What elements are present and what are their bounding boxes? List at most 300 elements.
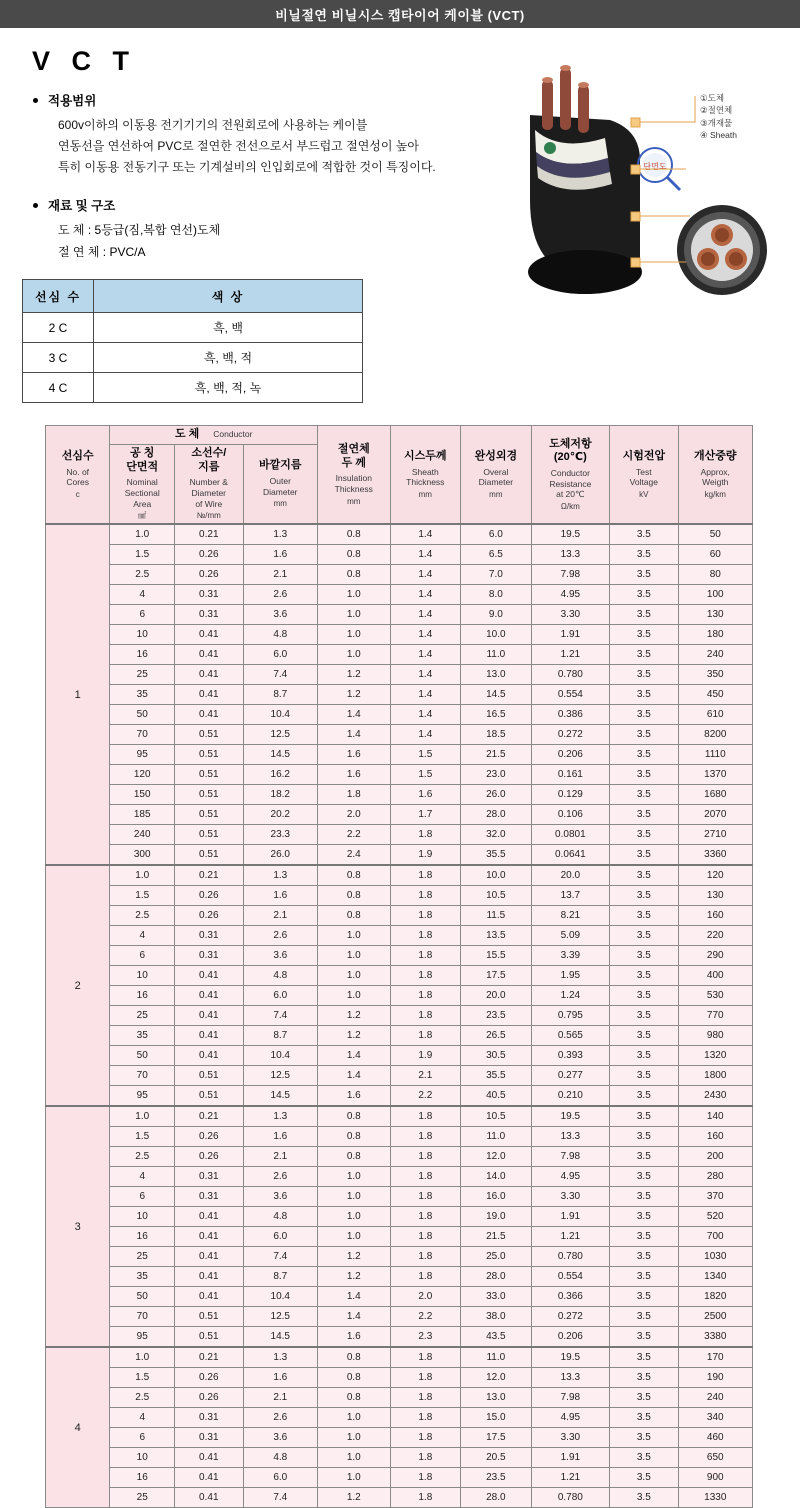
cell-value: 3.5 <box>610 725 678 745</box>
cell-value: 3.5 <box>610 1207 678 1227</box>
page-title: V C T <box>32 46 137 76</box>
cell-value: 1.5 <box>110 545 175 565</box>
cell-value: 2.6 <box>243 1167 317 1187</box>
cell-value: 12.5 <box>243 1307 317 1327</box>
cell-value: 190 <box>678 1368 752 1388</box>
cell-value: 3.5 <box>610 1388 678 1408</box>
cell-value: 1.4 <box>318 725 391 745</box>
cell-value: 0.41 <box>175 645 244 665</box>
cell-value: 0.31 <box>175 1187 244 1207</box>
cable-illustration <box>490 60 790 300</box>
cell-value: 7.0 <box>461 565 532 585</box>
cell-value: 18.5 <box>461 725 532 745</box>
cell-value: 28.0 <box>461 1488 532 1508</box>
cell-value: 240 <box>678 1388 752 1408</box>
cell-value: 0.206 <box>531 745 610 765</box>
cell-value: 3.5 <box>610 1468 678 1488</box>
cell-value: 0.161 <box>531 765 610 785</box>
cell-value: 19.5 <box>531 524 610 545</box>
cell-value: 3.5 <box>610 865 678 886</box>
cell-value: 6 <box>110 1428 175 1448</box>
cell-value: 3.5 <box>610 665 678 685</box>
cell-value: 3.6 <box>243 1428 317 1448</box>
cell-value: 185 <box>110 805 175 825</box>
table-row <box>46 585 753 605</box>
table-row <box>46 1287 753 1307</box>
cell-value: 26.0 <box>243 845 317 866</box>
cell-value: 1.8 <box>390 986 461 1006</box>
cell-value: 13.0 <box>461 665 532 685</box>
cell-cores: 4 <box>46 1347 110 1508</box>
cell-value: 1.0 <box>318 1448 391 1468</box>
cell-value: 4 <box>110 1167 175 1187</box>
legend-item: ③개재물 <box>700 117 733 128</box>
cell-value: 1.91 <box>531 1207 610 1227</box>
cell-value: 2.5 <box>110 1147 175 1167</box>
table-row <box>23 373 363 403</box>
cell-value: 0.565 <box>531 1026 610 1046</box>
illustration-legend <box>700 92 737 141</box>
cell-value: 4 <box>110 926 175 946</box>
cell-value: 1.8 <box>390 825 461 845</box>
cell-value: 1800 <box>678 1066 752 1086</box>
cell-value: 40.5 <box>461 1086 532 1107</box>
cell-value: 0.26 <box>175 906 244 926</box>
cell-value: 2500 <box>678 1307 752 1327</box>
cell-value: 1.91 <box>531 1448 610 1468</box>
cell-value: 0.8 <box>318 1106 391 1127</box>
table-row <box>46 1106 753 1127</box>
cell-value: 35 <box>110 1267 175 1287</box>
cell-value: 0.41 <box>175 1207 244 1227</box>
cell-value: 1110 <box>678 745 752 765</box>
cell-value: 13.7 <box>531 886 610 906</box>
table-row <box>46 1488 753 1508</box>
cell-value: 3.5 <box>610 1488 678 1508</box>
cell-value: 0.21 <box>175 1347 244 1368</box>
table-row <box>46 1428 753 1448</box>
cell-value: 8200 <box>678 725 752 745</box>
table-row <box>46 1147 753 1167</box>
cell-value: 1.8 <box>390 1488 461 1508</box>
color-table-header-cores: 선심 수 <box>23 280 94 313</box>
cell-value: 1.0 <box>318 585 391 605</box>
cell-value: 0.0641 <box>531 845 610 866</box>
cell-value: 1.4 <box>390 605 461 625</box>
cell-value: 170 <box>678 1347 752 1368</box>
spec-header-col-6: 완성외경 Overal Diameter mm <box>461 426 532 525</box>
cell-value: 0.393 <box>531 1046 610 1066</box>
table-row <box>46 845 753 866</box>
cell-value: 3.6 <box>243 605 317 625</box>
cell-value: 0.51 <box>175 1086 244 1107</box>
cell-value: 240 <box>678 645 752 665</box>
cell-value: 1.4 <box>390 645 461 665</box>
cell-value: 14.5 <box>461 685 532 705</box>
cell-value: 1.0 <box>110 865 175 886</box>
cell-value: 1.0 <box>318 605 391 625</box>
table-row <box>23 343 363 373</box>
cell-value: 130 <box>678 886 752 906</box>
table-row <box>46 1368 753 1388</box>
cell-value: 2.6 <box>243 1408 317 1428</box>
cell-value: 0.41 <box>175 1287 244 1307</box>
cell-value: 70 <box>110 1307 175 1327</box>
cell-value: 1.0 <box>318 625 391 645</box>
cell-value: 7.98 <box>531 1388 610 1408</box>
cell-value: 20.0 <box>531 865 610 886</box>
cell-value: 350 <box>678 665 752 685</box>
cell-value: 3380 <box>678 1327 752 1348</box>
cell-value: 16 <box>110 1227 175 1247</box>
cell-value: 0.41 <box>175 685 244 705</box>
cell-value: 1.6 <box>243 1127 317 1147</box>
cell-value: 6.0 <box>243 645 317 665</box>
cell-value: 1.5 <box>110 886 175 906</box>
cell-value: 3.5 <box>610 966 678 986</box>
cell-value: 8.0 <box>461 585 532 605</box>
cell-value: 1.8 <box>390 926 461 946</box>
cell-value: 0.0801 <box>531 825 610 845</box>
cell-value: 1.0 <box>318 645 391 665</box>
cell-value: 1.4 <box>390 545 461 565</box>
cell-value: 1.4 <box>318 1066 391 1086</box>
cell-value: 1.2 <box>318 665 391 685</box>
cell-value: 1.8 <box>390 1127 461 1147</box>
cell-value: 4.8 <box>243 966 317 986</box>
table-row <box>46 906 753 926</box>
cell-value: 0.8 <box>318 1347 391 1368</box>
cell-value: 16 <box>110 1468 175 1488</box>
cell-value: 7.98 <box>531 1147 610 1167</box>
cell-value: 7.4 <box>243 665 317 685</box>
table-row <box>46 1046 753 1066</box>
legend-item: ④ Sheath <box>700 129 737 140</box>
cell-value: 3.5 <box>610 1006 678 1026</box>
cell-value: 3.5 <box>610 926 678 946</box>
body-line: 연동선을 연선하여 PVC로 절연한 전선으로서 부드럽고 절연성이 높아 <box>58 139 419 153</box>
cell-value: 0.8 <box>318 524 391 545</box>
cell-value: 2.6 <box>243 926 317 946</box>
table-row <box>46 1408 753 1428</box>
cell-value: 0.21 <box>175 1106 244 1127</box>
cell-value: 3.5 <box>610 1066 678 1086</box>
cell-value: 1330 <box>678 1488 752 1508</box>
cell-value: 1.8 <box>390 966 461 986</box>
cell-value: 370 <box>678 1187 752 1207</box>
cell-value: 2070 <box>678 805 752 825</box>
cell-value: 3.5 <box>610 1287 678 1307</box>
cell-value: 3.30 <box>531 605 610 625</box>
cell-value: 32.0 <box>461 825 532 845</box>
table-row <box>46 1307 753 1327</box>
cell-value: 60 <box>678 545 752 565</box>
cell-value: 13.3 <box>531 545 610 565</box>
cell-value: 25 <box>110 1006 175 1026</box>
cell-value: 3.5 <box>610 1368 678 1388</box>
cell-value: 0.51 <box>175 1066 244 1086</box>
cell-value: 1.0 <box>110 1106 175 1127</box>
cell-value: 1.24 <box>531 986 610 1006</box>
cell-value: 1370 <box>678 765 752 785</box>
cell-value: 0.780 <box>531 665 610 685</box>
cell-value: 14.5 <box>243 1327 317 1348</box>
cell-value: 1.8 <box>390 1167 461 1187</box>
cell-value: 3.5 <box>610 1227 678 1247</box>
cell-value: 8.7 <box>243 1026 317 1046</box>
cell-value: 1.0 <box>318 986 391 1006</box>
cell-value: 3.5 <box>610 886 678 906</box>
cell-value: 2.1 <box>243 565 317 585</box>
spec-header-conductor-group: 도 체 Conductor <box>110 426 318 445</box>
cell-value: 1.8 <box>390 1388 461 1408</box>
table-row <box>46 946 753 966</box>
spec-header-row-group <box>46 426 753 445</box>
cell-colors: 흑, 백, 적 <box>94 343 363 373</box>
cell-cores: 2 <box>46 865 110 1106</box>
cell-value: 0.106 <box>531 805 610 825</box>
cell-value: 26.0 <box>461 785 532 805</box>
cell-value: 1.8 <box>318 785 391 805</box>
cell-value: 4 <box>110 585 175 605</box>
cell-value: 17.5 <box>461 966 532 986</box>
cell-value: 1.8 <box>390 1448 461 1468</box>
cell-value: 7.4 <box>243 1247 317 1267</box>
cell-value: 25 <box>110 1488 175 1508</box>
cell-value: 3.5 <box>610 625 678 645</box>
cell-value: 1.9 <box>390 845 461 866</box>
section-heading: 재료 및 구조 <box>48 199 116 213</box>
cell-value: 0.31 <box>175 926 244 946</box>
cell-value: 3.5 <box>610 645 678 665</box>
cell-value: 0.41 <box>175 665 244 685</box>
legend-item: ①도체 <box>700 93 725 103</box>
cell-value: 20.5 <box>461 1448 532 1468</box>
cell-value: 450 <box>678 685 752 705</box>
table-row <box>46 1388 753 1408</box>
cell-value: 400 <box>678 966 752 986</box>
cell-value: 8.7 <box>243 1267 317 1287</box>
cell-value: 3.5 <box>610 986 678 1006</box>
table-row <box>46 1066 753 1086</box>
cell-value: 1.21 <box>531 1468 610 1488</box>
cell-value: 1.8 <box>390 865 461 886</box>
cell-value: 6 <box>110 946 175 966</box>
cell-value: 1.8 <box>390 1267 461 1287</box>
cell-value: 0.8 <box>318 1147 391 1167</box>
page-header-bar <box>0 0 800 28</box>
cell-value: 10.0 <box>461 625 532 645</box>
cell-value: 10.4 <box>243 1287 317 1307</box>
table-row <box>46 785 753 805</box>
cell-value: 10 <box>110 1207 175 1227</box>
cell-value: 3.5 <box>610 745 678 765</box>
cell-value: 2.1 <box>390 1066 461 1086</box>
cell-value: 0.8 <box>318 1368 391 1388</box>
cell-colors: 흑, 백, 적, 녹 <box>94 373 363 403</box>
cell-value: 3.5 <box>610 1046 678 1066</box>
cell-value: 0.210 <box>531 1086 610 1107</box>
table-row <box>46 745 753 765</box>
cell-value: 1.6 <box>318 765 391 785</box>
cell-value: 6.0 <box>243 1227 317 1247</box>
cell-value: 3.5 <box>610 1408 678 1428</box>
cell-value: 1.4 <box>318 1287 391 1307</box>
cell-value: 0.31 <box>175 1428 244 1448</box>
cell-value: 3360 <box>678 845 752 866</box>
cell-value: 25 <box>110 1247 175 1267</box>
cell-value: 3.5 <box>610 605 678 625</box>
cell-value: 160 <box>678 906 752 926</box>
cell-value: 0.26 <box>175 565 244 585</box>
cell-value: 3.5 <box>610 524 678 545</box>
table-row <box>46 1207 753 1227</box>
cell-value: 1.8 <box>390 1147 461 1167</box>
cell-value: 35 <box>110 1026 175 1046</box>
header-title: 비닐절연 비닐시스 캡타이어 케이블 (VCT) <box>275 7 525 23</box>
cell-value: 220 <box>678 926 752 946</box>
cell-value: 21.5 <box>461 745 532 765</box>
cell-value: 0.554 <box>531 685 610 705</box>
cell-value: 3.5 <box>610 1448 678 1468</box>
cell-value: 11.0 <box>461 645 532 665</box>
cell-value: 3.5 <box>610 1147 678 1167</box>
cell-value: 1.5 <box>390 765 461 785</box>
cell-value: 0.31 <box>175 605 244 625</box>
cell-value: 1.0 <box>318 1227 391 1247</box>
cell-value: 0.780 <box>531 1247 610 1267</box>
cell-value: 25.0 <box>461 1247 532 1267</box>
cell-value: 0.8 <box>318 906 391 926</box>
cell-value: 1.91 <box>531 625 610 645</box>
cell-value: 38.0 <box>461 1307 532 1327</box>
cell-value: 1.8 <box>390 1408 461 1428</box>
cell-value: 2.1 <box>243 1388 317 1408</box>
cell-value: 0.129 <box>531 785 610 805</box>
spec-table-head <box>46 426 753 525</box>
cell-value: 1340 <box>678 1267 752 1287</box>
cell-value: 9.0 <box>461 605 532 625</box>
cell-value: 3.6 <box>243 1187 317 1207</box>
table-row <box>46 1347 753 1368</box>
cell-value: 0.272 <box>531 725 610 745</box>
cell-value: 20.0 <box>461 986 532 1006</box>
cell-value: 140 <box>678 1106 752 1127</box>
cell-value: 1.2 <box>318 1006 391 1026</box>
cell-value: 11.5 <box>461 906 532 926</box>
cell-value: 0.41 <box>175 625 244 645</box>
cell-value: 0.8 <box>318 1127 391 1147</box>
cell-value: 7.4 <box>243 1006 317 1026</box>
table-row <box>46 1086 753 1107</box>
cell-value: 50 <box>110 705 175 725</box>
cell-value: 1.6 <box>318 745 391 765</box>
cell-value: 980 <box>678 1026 752 1046</box>
spec-line: 도 체 : 5등급(짐,복합 연선)도체 <box>58 223 221 237</box>
cell-value: 6 <box>110 605 175 625</box>
spec-header-col-5: 시스두께 Sheath Thickness mm <box>390 426 461 525</box>
table-row <box>46 565 753 585</box>
cell-value: 3.5 <box>610 1086 678 1107</box>
spec-header-col-7: 도체저항 (20℃) Conductor Resistance at 20℃ Ω/km <box>531 426 610 525</box>
cell-value: 26.5 <box>461 1026 532 1046</box>
cell-value: 1.4 <box>390 565 461 585</box>
cell-value: 0.8 <box>318 565 391 585</box>
cell-value: 4.95 <box>531 1167 610 1187</box>
table-row <box>46 545 753 565</box>
cell-value: 15.0 <box>461 1408 532 1428</box>
cell-value: 10.4 <box>243 705 317 725</box>
cell-value: 0.41 <box>175 1448 244 1468</box>
cell-value: 2.5 <box>110 565 175 585</box>
cell-value: 10.4 <box>243 1046 317 1066</box>
cell-value: 0.51 <box>175 765 244 785</box>
color-table-header-colors: 색 상 <box>94 280 363 313</box>
table-row <box>23 313 363 343</box>
table-row <box>46 1227 753 1247</box>
cell-value: 3.5 <box>610 1267 678 1287</box>
cell-value: 3.5 <box>610 785 678 805</box>
cell-value: 35 <box>110 685 175 705</box>
cell-value: 7.4 <box>243 1488 317 1508</box>
cell-value: 1.8 <box>390 886 461 906</box>
cell-value: 6 <box>110 1187 175 1207</box>
cell-value: 1680 <box>678 785 752 805</box>
cell-value: 2.0 <box>390 1287 461 1307</box>
cell-value: 14.5 <box>243 1086 317 1107</box>
table-row <box>46 986 753 1006</box>
cell-cores: 1 <box>46 524 110 865</box>
cell-value: 11.0 <box>461 1347 532 1368</box>
cell-value: 2.2 <box>390 1307 461 1327</box>
cell-value: 3.5 <box>610 1026 678 1046</box>
cell-value: 50 <box>678 524 752 545</box>
cell-value: 3.5 <box>610 545 678 565</box>
cell-value: 4.95 <box>531 585 610 605</box>
table-row <box>46 865 753 886</box>
body-line: 특히 이동용 전동기구 또는 기계설비의 인입회로에 적합한 것이 특징이다. <box>58 160 436 174</box>
cell-value: 4.8 <box>243 1207 317 1227</box>
cell-value: 0.41 <box>175 1267 244 1287</box>
cell-value: 30.5 <box>461 1046 532 1066</box>
cell-value: 0.51 <box>175 805 244 825</box>
cell-value: 530 <box>678 986 752 1006</box>
cell-value: 1.3 <box>243 865 317 886</box>
bullet-dot-icon <box>33 98 38 103</box>
cell-value: 1.5 <box>110 1127 175 1147</box>
cell-value: 3.5 <box>610 805 678 825</box>
cell-value: 1820 <box>678 1287 752 1307</box>
cell-value: 19.5 <box>531 1347 610 1368</box>
cell-value: 1.8 <box>390 1026 461 1046</box>
cell-value: 1.8 <box>390 1468 461 1488</box>
cell-value: 1.9 <box>390 1046 461 1066</box>
cell-value: 2.4 <box>318 845 391 866</box>
cell-value: 2.3 <box>390 1327 461 1348</box>
cell-value: 1.8 <box>390 1428 461 1448</box>
cell-value: 0.26 <box>175 886 244 906</box>
cell-value: 1.8 <box>390 1368 461 1388</box>
cell-value: 0.41 <box>175 986 244 1006</box>
spec-header-col-1: 공 칭 단면적 Nominal Sectional Area ㎟ <box>110 444 175 524</box>
cell-value: 20.2 <box>243 805 317 825</box>
cell-value: 12.0 <box>461 1368 532 1388</box>
table-row <box>46 1026 753 1046</box>
cell-value: 80 <box>678 565 752 585</box>
cell-value: 2.0 <box>318 805 391 825</box>
cell-value: 15.5 <box>461 946 532 966</box>
table-header-row <box>23 280 363 313</box>
